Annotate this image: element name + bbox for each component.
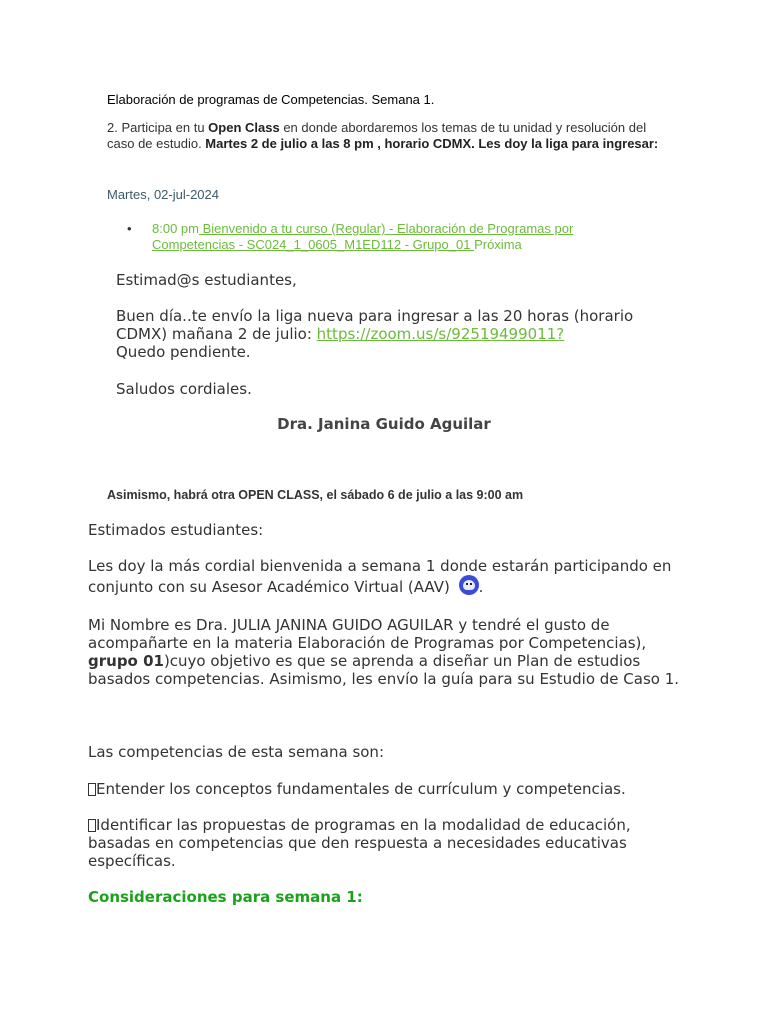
calendar-event-link[interactable]	[152, 221, 622, 253]
message-body-text: Buen día..te envío la liga nueva para ingresar a las 20 horas (horario CDMX) mañana 2 de julio:	[116, 307, 634, 343]
event-status: Próxima	[474, 237, 522, 252]
signature: Dra. Janina Guido Aguilar	[277, 415, 491, 433]
robot-face-icon	[459, 575, 479, 595]
second-session-note: Asimismo, habrá otra OPEN CLASS, el sábado 6 de julio a las 9:00 am	[107, 488, 524, 502]
instructions-middle: en donde abordaremos los temas de tu unidad y resolución del caso de estudio.	[107, 120, 647, 151]
open-class-label: Open Class	[208, 120, 280, 135]
zoom-link[interactable]: https://zoom.us/s/92519499011?	[316, 325, 565, 343]
calendar-date: Martes, 02-jul-2024	[107, 187, 219, 202]
considerations-heading: Consideraciones para semana 1:	[88, 888, 363, 906]
message-pending: Quedo pendiente.	[116, 343, 251, 361]
instructions-prefix: 2. Participa en tu	[107, 120, 209, 135]
competency-1-text: Entender los conceptos fundamentales de currículum y competencias.	[96, 780, 626, 798]
welcome-intro-end: .	[478, 578, 484, 596]
welcome-greeting: Estimados estudiantes:	[88, 521, 264, 539]
group-label: grupo 01	[88, 652, 164, 670]
teacher-intro-post: )cuyo objetivo es que se aprenda a diseñar un Plan de estudios basados competencias. Asimismo, les envío la guía para su Estudio de Caso 1.	[88, 652, 680, 688]
page-title: Elaboración de programas de Competencias. Semana 1.	[107, 92, 435, 107]
missing-glyph-box-icon	[88, 819, 96, 832]
teacher-intro-pre: Mi Nombre es Dra. JULIA JANINA GUIDO AGUILAR y tendré el gusto de acompañarte en la materia Elaboración de Programas por Competencias),	[88, 616, 647, 652]
message-body	[116, 307, 656, 361]
missing-glyph-box-icon	[88, 783, 96, 796]
message-greeting: Estimad@s estudiantes,	[116, 271, 297, 289]
welcome-intro-text: Les doy la más cordial bienvenida a semana 1 donde estarán participando en conjunto con su Asesor Académico Virtual (AAV)	[88, 557, 672, 596]
competencies-intro: Las competencias de esta semana son:	[88, 743, 384, 761]
competency-item-1	[88, 780, 688, 798]
welcome-intro	[88, 557, 688, 596]
competency-item-2	[88, 816, 678, 870]
instructions-schedule: Martes 2 de julio a las 8 pm , horario CDMX. Les doy la liga para ingresar:	[205, 136, 659, 151]
event-title[interactable]: Bienvenido a tu curso (Regular) - Elaboración de Programas por Competencias - SC024_1_0605_M1ED112 - Grupo_01	[152, 221, 574, 252]
bullet-dot: •	[127, 221, 132, 236]
event-time: 8:00 pm	[152, 221, 199, 236]
message-closing: Saludos cordiales.	[116, 380, 252, 398]
competency-2-text: Identificar las propuestas de programas en la modalidad de educación, basadas en competencias que den respuesta a necesidades educativas específicas.	[88, 816, 631, 870]
open-class-instructions	[107, 120, 667, 152]
teacher-introduction	[88, 616, 688, 688]
